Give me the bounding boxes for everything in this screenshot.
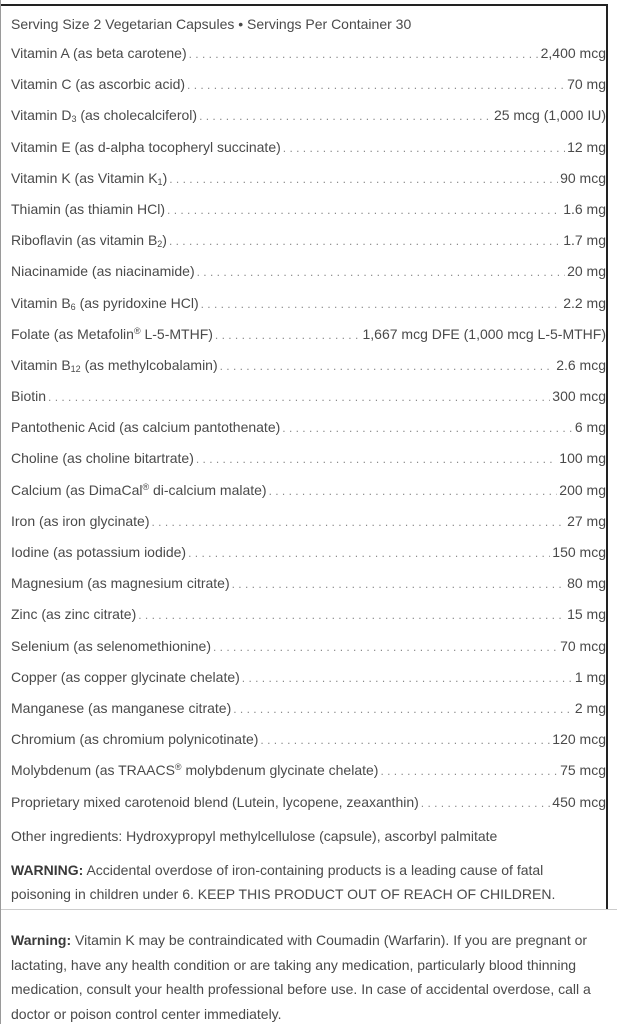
nutrient-name-part: Calcium (as DimaCal <box>11 481 143 498</box>
dot-leader <box>260 733 550 747</box>
nutrient-name-part: Vitamin D <box>11 107 72 124</box>
dot-leader <box>169 234 561 248</box>
vitamin-k-warning <box>11 928 611 1026</box>
nutrient-row <box>11 170 606 201</box>
dot-leader <box>152 515 566 529</box>
nutrient-name-part: ) <box>162 232 167 249</box>
nutrient-name: Manganese (as manganese citrate) <box>11 699 232 716</box>
nutrient-amount: 90 mcg <box>560 169 606 186</box>
nutrient-name: Biotin <box>11 388 47 405</box>
nutrient-amount: 12 mg <box>567 138 606 155</box>
nutrient-amount: 150 mcg <box>552 544 606 560</box>
nutrient-name: Chromium (as chromium polynicotinate) <box>11 731 259 748</box>
nutrient-row <box>11 295 606 326</box>
nutrient-list <box>11 45 606 825</box>
nutrient-amount: 2,400 mcg <box>540 45 606 61</box>
nutrient-row <box>11 232 606 263</box>
dot-leader <box>242 671 573 685</box>
nutrient-name <box>11 170 167 187</box>
dot-leader <box>188 546 550 560</box>
nutrient-row <box>11 201 606 232</box>
nutrient-name <box>11 107 197 124</box>
dot-leader <box>282 421 573 435</box>
nutrient-name: Iron (as iron glycinate) <box>11 512 150 529</box>
dot-leader <box>138 608 565 622</box>
nutrient-row <box>11 107 606 138</box>
nutrient-name: Vitamin A (as beta carotene) <box>11 45 187 61</box>
nutrient-name: Niacinamide (as niacinamide) <box>11 263 195 280</box>
dot-leader <box>380 764 558 778</box>
dot-leader <box>421 796 551 810</box>
nutrient-row <box>11 388 606 419</box>
nutrient-row <box>11 482 606 513</box>
dot-leader <box>189 47 539 61</box>
nutrient-name <box>11 295 199 312</box>
nutrient-amount: 200 mg <box>559 481 606 498</box>
nutrient-amount: 20 mg <box>567 263 606 280</box>
nutrient-row <box>11 794 606 825</box>
dot-leader <box>213 640 558 654</box>
nutrient-row <box>11 638 606 669</box>
nutrient-row <box>11 513 606 544</box>
nutrient-name-part: L-5-MTHF) <box>140 325 213 342</box>
nutrient-name <box>11 482 267 498</box>
serving-info: Serving Size 2 Vegetarian Capsules • Servings Per Container 30 <box>11 16 412 32</box>
dot-leader <box>197 265 565 279</box>
nutrient-row <box>11 544 606 575</box>
nutrient-name-part: Vitamin K (as Vitamin K <box>11 169 158 186</box>
nutrient-row <box>11 606 606 637</box>
nutrient-name <box>11 357 218 374</box>
nutrient-name-part: molybdenum glycinate chelate) <box>181 762 379 779</box>
iron-warning <box>11 858 603 906</box>
dot-leader <box>48 390 550 404</box>
nutrient-row <box>11 45 606 76</box>
nutrient-amount: 27 mg <box>567 512 606 529</box>
nutrient-name-part: Folate (as Metafolin <box>11 325 134 342</box>
nutrient-subscript: 12 <box>70 363 81 374</box>
nutrient-name: Vitamin C (as ascorbic acid) <box>11 76 186 93</box>
nutrient-row <box>11 326 606 357</box>
nutrient-name: Thiamin (as thiamin HCl) <box>11 200 166 217</box>
dot-leader <box>187 78 565 92</box>
nutrient-row <box>11 139 606 170</box>
nutrient-amount: 15 mg <box>567 606 606 623</box>
nutrient-amount: 100 mg <box>559 450 606 467</box>
vitamin-k-warning-text: Vitamin K may be contraindicated with Coumadin (Warfarin). If you are pregnant or lactating, have any health condition or are taking any medication, particularly blood thinning medication, consult your health professional before use. In case of accidental overdose, call a doctor or poison control center immediately. <box>11 932 591 1022</box>
nutrient-row <box>11 76 606 107</box>
nutrient-row <box>11 575 606 606</box>
dot-leader <box>283 141 565 155</box>
nutrient-row <box>11 762 606 793</box>
nutrient-name: Zinc (as zinc citrate) <box>11 606 137 623</box>
iron-warning-text: Accidental overdose of iron-containing products is a leading cause of fatal poisoning in children under 6. KEEP THIS PRODUCT OUT OF REACH OF CHILDREN. <box>11 862 556 902</box>
nutrient-name-part: (as pyridoxine HCl) <box>75 294 199 311</box>
nutrient-name <box>11 232 167 249</box>
nutrient-name: Copper (as copper glycinate chelate) <box>11 668 240 685</box>
nutrient-name: Vitamin E (as d-alpha tocopheryl succinate) <box>11 138 281 155</box>
nutrient-name-part: ) <box>162 169 168 186</box>
nutrient-amount: 450 mcg <box>552 793 606 810</box>
dot-leader <box>233 702 573 716</box>
nutrient-row <box>11 700 606 731</box>
nutrient-name: Iodine (as potassium iodide) <box>11 544 187 560</box>
registered-mark: ® <box>174 762 182 773</box>
dot-leader <box>201 297 562 311</box>
dot-leader <box>220 359 555 373</box>
top-rule <box>1 4 607 6</box>
nutrient-amount: 25 mcg (1,000 IU) <box>493 107 606 124</box>
nutrient-name: Selenium (as selenomethionine) <box>11 637 211 654</box>
nutrient-row <box>11 669 606 700</box>
nutrient-row <box>11 419 606 450</box>
nutrient-row <box>11 731 606 762</box>
nutrient-name: Pantothenic Acid (as calcium pantothenate) <box>11 419 281 436</box>
nutrient-subscript: 6 <box>70 301 76 312</box>
nutrient-row <box>11 263 606 294</box>
registered-mark: ® <box>133 325 141 336</box>
dot-leader <box>196 452 557 466</box>
iron-warning-label: WARNING: <box>11 862 84 878</box>
nutrient-name-part: (as methylcobalamin) <box>80 356 218 373</box>
nutrient-name-part: Vitamin B <box>11 356 71 373</box>
nutrient-amount: 80 mg <box>567 575 606 592</box>
nutrient-amount: 120 mcg <box>552 731 606 748</box>
nutrient-name-part: Molybdenum (as TRAACS <box>11 762 175 779</box>
nutrient-amount: 300 mcg <box>552 388 606 405</box>
nutrient-name <box>11 762 378 778</box>
dot-leader <box>232 577 565 591</box>
vitamin-k-warning-label: Warning: <box>11 932 72 948</box>
nutrient-name-part: di-calcium malate) <box>149 481 267 498</box>
nutrient-amount: 1,667 mcg DFE (1,000 mcg L-5-MTHF) <box>362 325 606 342</box>
nutrient-amount: 70 mcg <box>560 637 606 654</box>
nutrient-name <box>11 326 213 342</box>
nutrient-name-part: (as cholecalciferol) <box>76 107 198 124</box>
other-ingredients: Other ingredients: Hydroxypropyl methylcellulose (capsule), ascorbyl palmitate <box>11 828 498 844</box>
nutrient-amount: 75 mcg <box>560 762 606 779</box>
nutrient-name-part: Riboflavin (as vitamin B <box>11 232 158 249</box>
dot-leader <box>167 203 561 217</box>
dot-leader <box>215 328 361 342</box>
dot-leader <box>199 109 492 123</box>
registered-mark: ® <box>142 481 150 492</box>
right-rule <box>606 4 608 909</box>
nutrient-name: Proprietary mixed carotenoid blend (Lutein, lycopene, zeaxanthin) <box>11 793 419 810</box>
nutrient-subscript: 2 <box>157 239 163 250</box>
divider <box>1 909 617 910</box>
nutrient-subscript: 1 <box>157 176 163 187</box>
nutrient-name: Choline (as choline bitartrate) <box>11 450 194 467</box>
nutrient-name: Magnesium (as magnesium citrate) <box>11 575 230 592</box>
nutrient-amount: 2 mg <box>574 699 606 716</box>
nutrient-row <box>11 450 606 481</box>
nutrient-amount: 1.7 mg <box>563 232 606 249</box>
dot-leader <box>269 484 558 498</box>
dot-leader <box>169 172 558 186</box>
nutrient-amount: 2.2 mg <box>563 294 606 311</box>
nutrient-amount: 1 mg <box>574 668 606 685</box>
nutrient-amount: 70 mg <box>567 76 606 93</box>
nutrient-name-part: Vitamin B <box>11 294 71 311</box>
nutrient-subscript: 3 <box>71 114 77 125</box>
nutrient-amount: 6 mg <box>574 419 606 436</box>
nutrient-amount: 1.6 mg <box>563 200 606 217</box>
nutrient-amount: 2.6 mcg <box>556 356 606 373</box>
nutrient-row <box>11 357 606 388</box>
